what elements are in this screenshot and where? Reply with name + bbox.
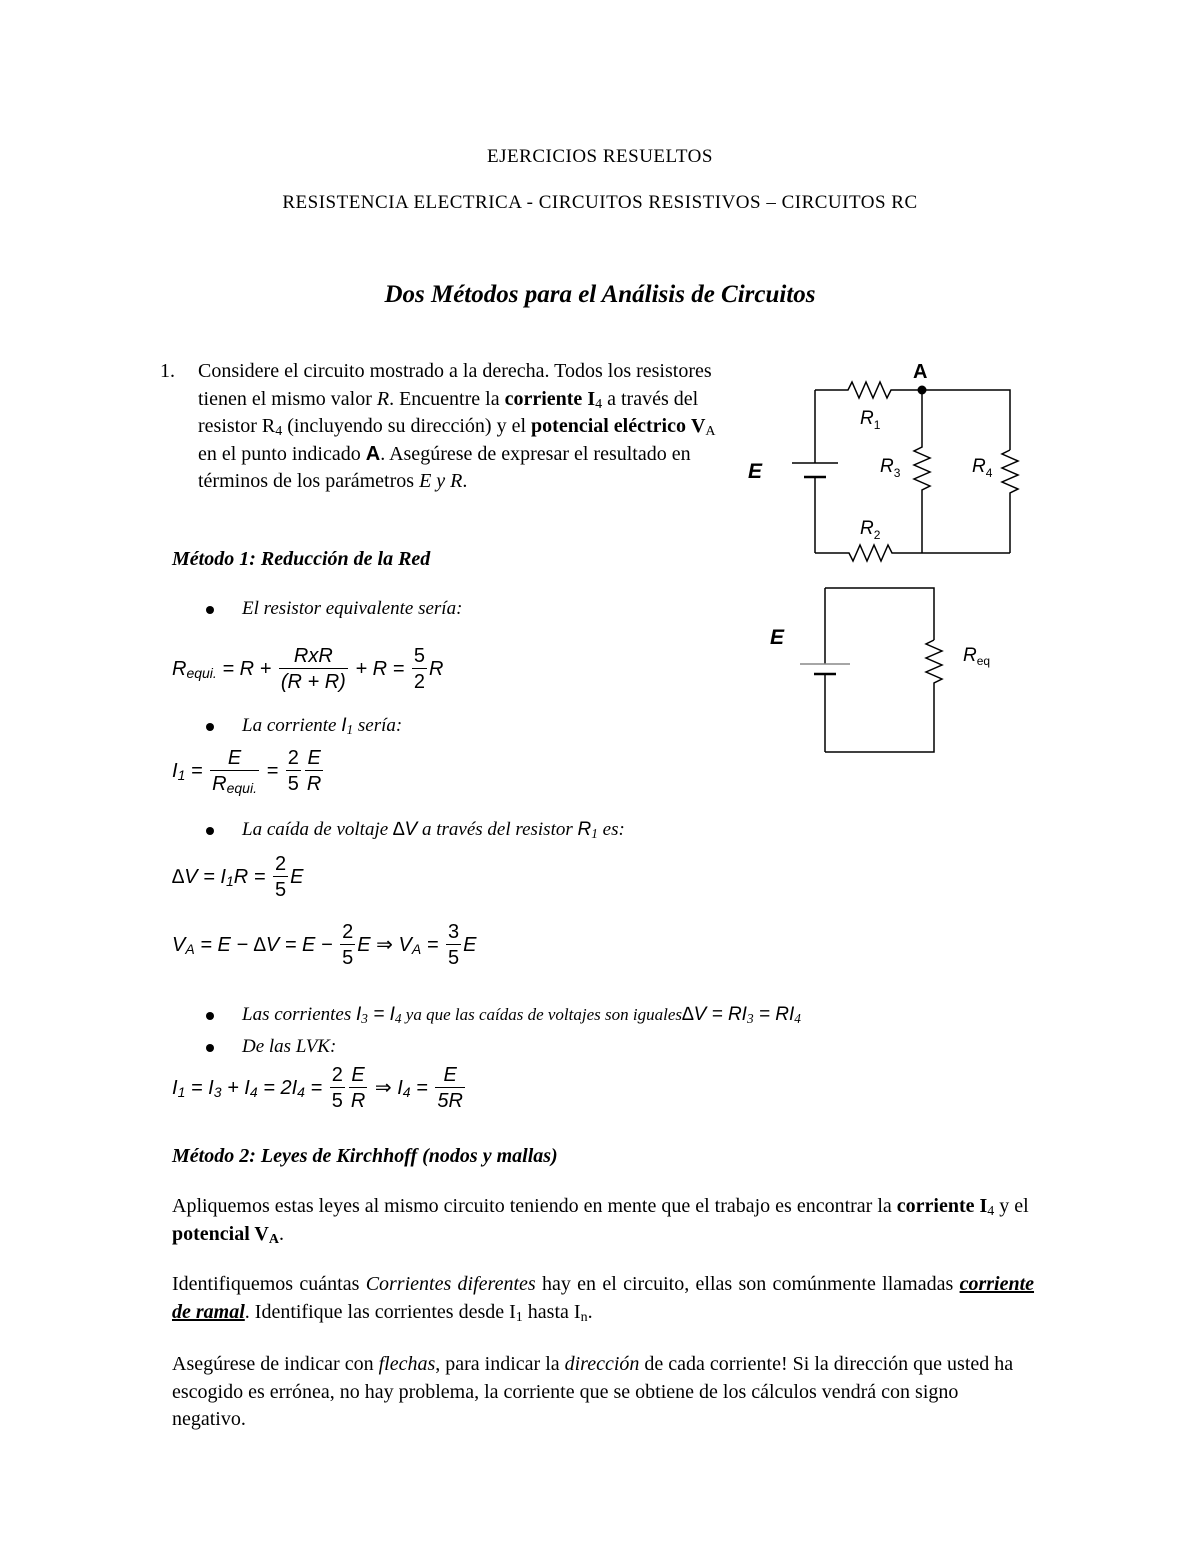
resistor-r1 — [815, 382, 922, 398]
equation-delta-v: $\Delta V = I_1R$ = $\frac{2}{5}$ E — [172, 853, 304, 901]
req-label: $R_{eq}$ — [963, 645, 991, 668]
circuit-diagram-1 — [740, 355, 1040, 575]
bullet-lvk: De las LVK: — [206, 1036, 336, 1058]
equation-va: $V_A = E - \Delta V = E$ − $\frac{2}{5}$ E ⇒ $V_A$ = $\frac{3}{5}$ E — [172, 921, 477, 969]
problem-number: 1. — [160, 360, 175, 382]
r1-label: $R_1$ — [860, 408, 881, 432]
header-line-1: EJERCICIOS RESUELTOS — [487, 146, 713, 167]
resistor-r4 — [1002, 450, 1018, 553]
paragraph-arrows: Asegúrese de indicar con flechas, para indicar la dirección de cada corriente! Si la dirección que usted ha escogido es errónea, no hay problema, la corriente que se obtiene de los cálculos vendrá con signo negativo. — [172, 1353, 1014, 1430]
r2-label: $R_2$ — [860, 518, 881, 542]
resistor-r2 — [815, 545, 1010, 561]
document-title: Dos Métodos para el Análisis de Circuitos — [384, 281, 816, 308]
paragraph-apply-laws: Apliquemos estas leyes al mismo circuito teniendo en mente que el trabajo es encontrar la corriente $I_4$ y el potencial $V_A$. — [172, 1195, 1029, 1247]
equation-i4: $I_1 = I_3 + I_4 = 2I_4$ = $\frac{2}{5}$ $\frac{E}{R}$ ⇒ $I_4$ = $\frac{E}{5R}$ — [172, 1064, 463, 1112]
bullet-equivalent-resistor: El resistor equivalente sería: — [206, 598, 462, 620]
bullet-current-i1: La corriente $I_1$ sería: — [206, 715, 402, 737]
bullet-voltage-drop: La caída de voltaje ∆V a través del resistor $R_1$ es: — [206, 819, 625, 841]
bullet-dot — [206, 1044, 214, 1052]
bullet-dot — [206, 723, 214, 731]
equation-req: $R_{equi.} = R$ + $\frac{\text{RxR}}{(R + R)}$ + R = $\frac{5}{2}$ R — [172, 645, 444, 693]
r4-label: $R_4$ — [972, 456, 993, 480]
header-line-2: RESISTENCIA ELECTRICA - CIRCUITOS RESISTIVOS – CIRCUITOS RC — [282, 192, 918, 213]
source-e-label: E — [748, 460, 763, 483]
bullet-dot — [206, 1012, 214, 1020]
bullet-equal-currents: Las corrientes $I_3 = I_4$ ya que las caídas de voltajes son iguales∆V = $RI_3 = RI_4$ — [206, 1004, 801, 1026]
equation-i1: $I_1$ = $\frac{E}{R_{equi.}}$ = $\frac{2}{5}$ $\frac{E}{R}$ — [172, 747, 322, 796]
method2-heading: Método 2: Leyes de Kirchhoff (nodos y mallas) — [172, 1145, 558, 1167]
resistor-req — [825, 640, 942, 752]
r3-label: $R_3$ — [880, 456, 901, 480]
node-a-label: A — [913, 361, 928, 383]
circuit-diagram-2 — [760, 580, 1020, 760]
node-a-dot — [918, 386, 927, 395]
paragraph-branch-currents: Identifiquemos cuántas Corrientes diferentes hay en el circuito, ellas son comúnmente llamadas corriente de ramal. Identifique las corrientes desde $I_1$ hasta $I_n$. — [172, 1273, 1035, 1325]
source-e-label: E — [770, 626, 785, 649]
resistor-r3 — [914, 390, 930, 553]
method1-heading: Método 1: Reducción de la Red — [172, 548, 431, 570]
bullet-dot — [206, 606, 214, 614]
problem-statement: Considere el circuito mostrado a la derecha. Todos los resistores tienen el mismo valor R. Encuentre la corriente $I_4$ a través del resistor $R_4$ (incluyendo su dirección) y el potencial eléctrico $V_A$ en el punto indicado A. Asegúrese de expresar el resultado en términos de los parámetros E y R. — [198, 360, 716, 492]
bullet-dot — [206, 827, 214, 835]
